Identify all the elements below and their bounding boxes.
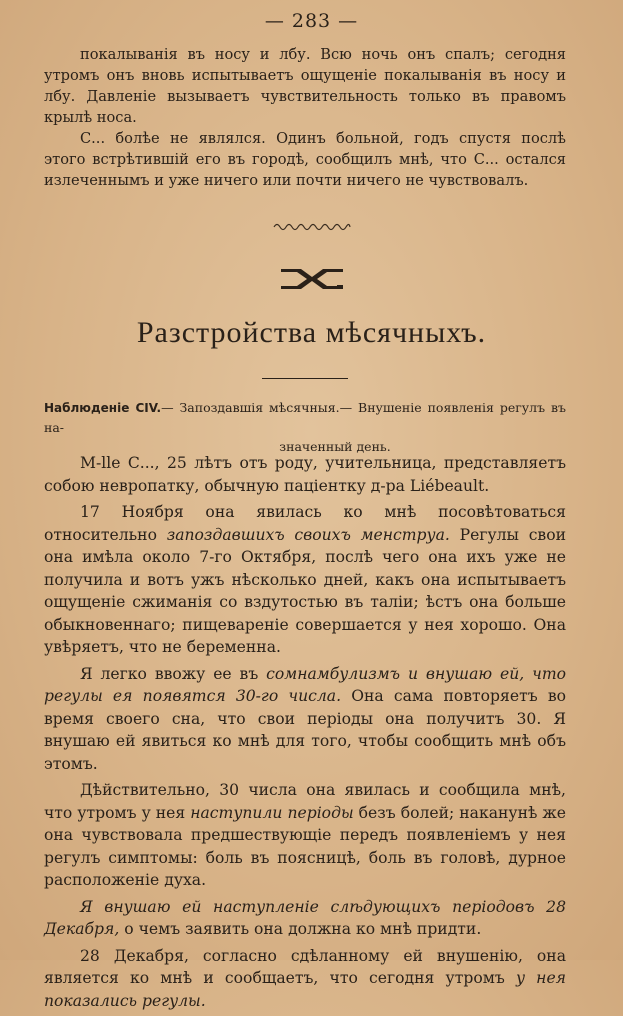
paragraph xyxy=(44,501,566,659)
chapter-title: Разстройства мѣсячныхъ. xyxy=(136,316,487,349)
paragraph: покалыванія въ носу и лбу. Всю ночь онъ спалъ; сегодня утромъ онъ вновь испытываетъ ощущеніе покалыванія въ носу и лбу. Давленіе вызываетъ чувствительность только въ правомъ крылѣ носа. xyxy=(44,46,566,126)
text-span: Регулы свои она имѣла около 7-го Октября, послѣ чего она ихъ уже не получила и вотъ ужъ нѣсколько дней, какъ она испытываетъ ощущеніе сжиманія со вздутостью въ таліи; ѣстъ она больше обыкновеннаго; пищевареніе совершается у нея хорошо. Она увѣряетъ, что не беременна. xyxy=(44,525,566,656)
main-text xyxy=(44,452,566,1016)
top-text xyxy=(44,44,566,191)
text-span: 28 Декабря, согласно сдѣланному ей внушенію, она является ко мнѣ и сообщаетъ, что сегодня утромъ xyxy=(44,946,566,987)
observation-label: Наблюденіе CIV. xyxy=(44,401,162,415)
paragraph xyxy=(44,945,566,1013)
title-divider xyxy=(262,378,348,379)
text-span: безъ болей; наканунѣ же она чувствовала предшествующіе передъ появленіемъ у нея регулъ симптомы: боль въ поясницѣ, боль въ головѣ, дурное расположеніе духа. xyxy=(44,803,566,889)
paragraph xyxy=(44,779,566,892)
paragraph xyxy=(44,896,566,941)
observation-text-cont: значенный день. xyxy=(279,439,391,454)
italic-span: Я внушаю ей наступленіе слѣдующихъ періодовъ 28 Декабря, xyxy=(44,897,566,938)
text-span: Я легко ввожу ее въ xyxy=(80,664,267,683)
italic-span: у нея показались регулы. xyxy=(44,969,566,1010)
italic-span: сомнамбулизмъ и внушаю ей, что регулы ея появятся 30-го числа. xyxy=(44,664,566,705)
italic-span: запоздавшихъ своихъ менструа. xyxy=(166,525,450,544)
chapter-number xyxy=(0,265,623,300)
observation-text: — Запоздавшія мѣсячныя.— Внушеніе появленія регулъ въ на- xyxy=(44,400,566,435)
text-span: о чемъ заявить она должна ко мнѣ придти. xyxy=(119,920,482,938)
italic-span: наступили періоды xyxy=(190,803,354,822)
text-span: Дѣйствительно, 30 числа она явилась и сообщила мнѣ, что утромъ у нея xyxy=(44,781,566,822)
paragraph xyxy=(44,663,566,776)
page-number: — 283 — xyxy=(264,10,359,32)
paragraph: M-lle С..., 25 лѣтъ отъ роду, учительница, представляетъ собою невропатку, обычную паціентку д-ра Liébeault. xyxy=(44,454,566,495)
text-span: Она сама повторяетъ во время своего сна, что свои періоды она получитъ 30. Я внушаю ей явиться ко мнѣ для того, чтобы сообщить мнѣ объ этомъ. xyxy=(44,687,566,773)
text-span: 17 Ноября она явилась ко мнѣ посовѣтоваться относительно xyxy=(44,503,566,544)
chapter-roman-numeral-icon xyxy=(277,266,347,292)
observation-heading xyxy=(44,398,566,456)
paragraph: С... болѣе не являлся. Одинъ больной, годъ спустя послѣ этого встрѣтившій его въ городѣ, сообщилъ мнѣ, что С... остался излеченнымъ и уже ничего или почти ничего не чувствовалъ. xyxy=(44,130,566,189)
wavy-ornament-icon xyxy=(0,218,623,237)
